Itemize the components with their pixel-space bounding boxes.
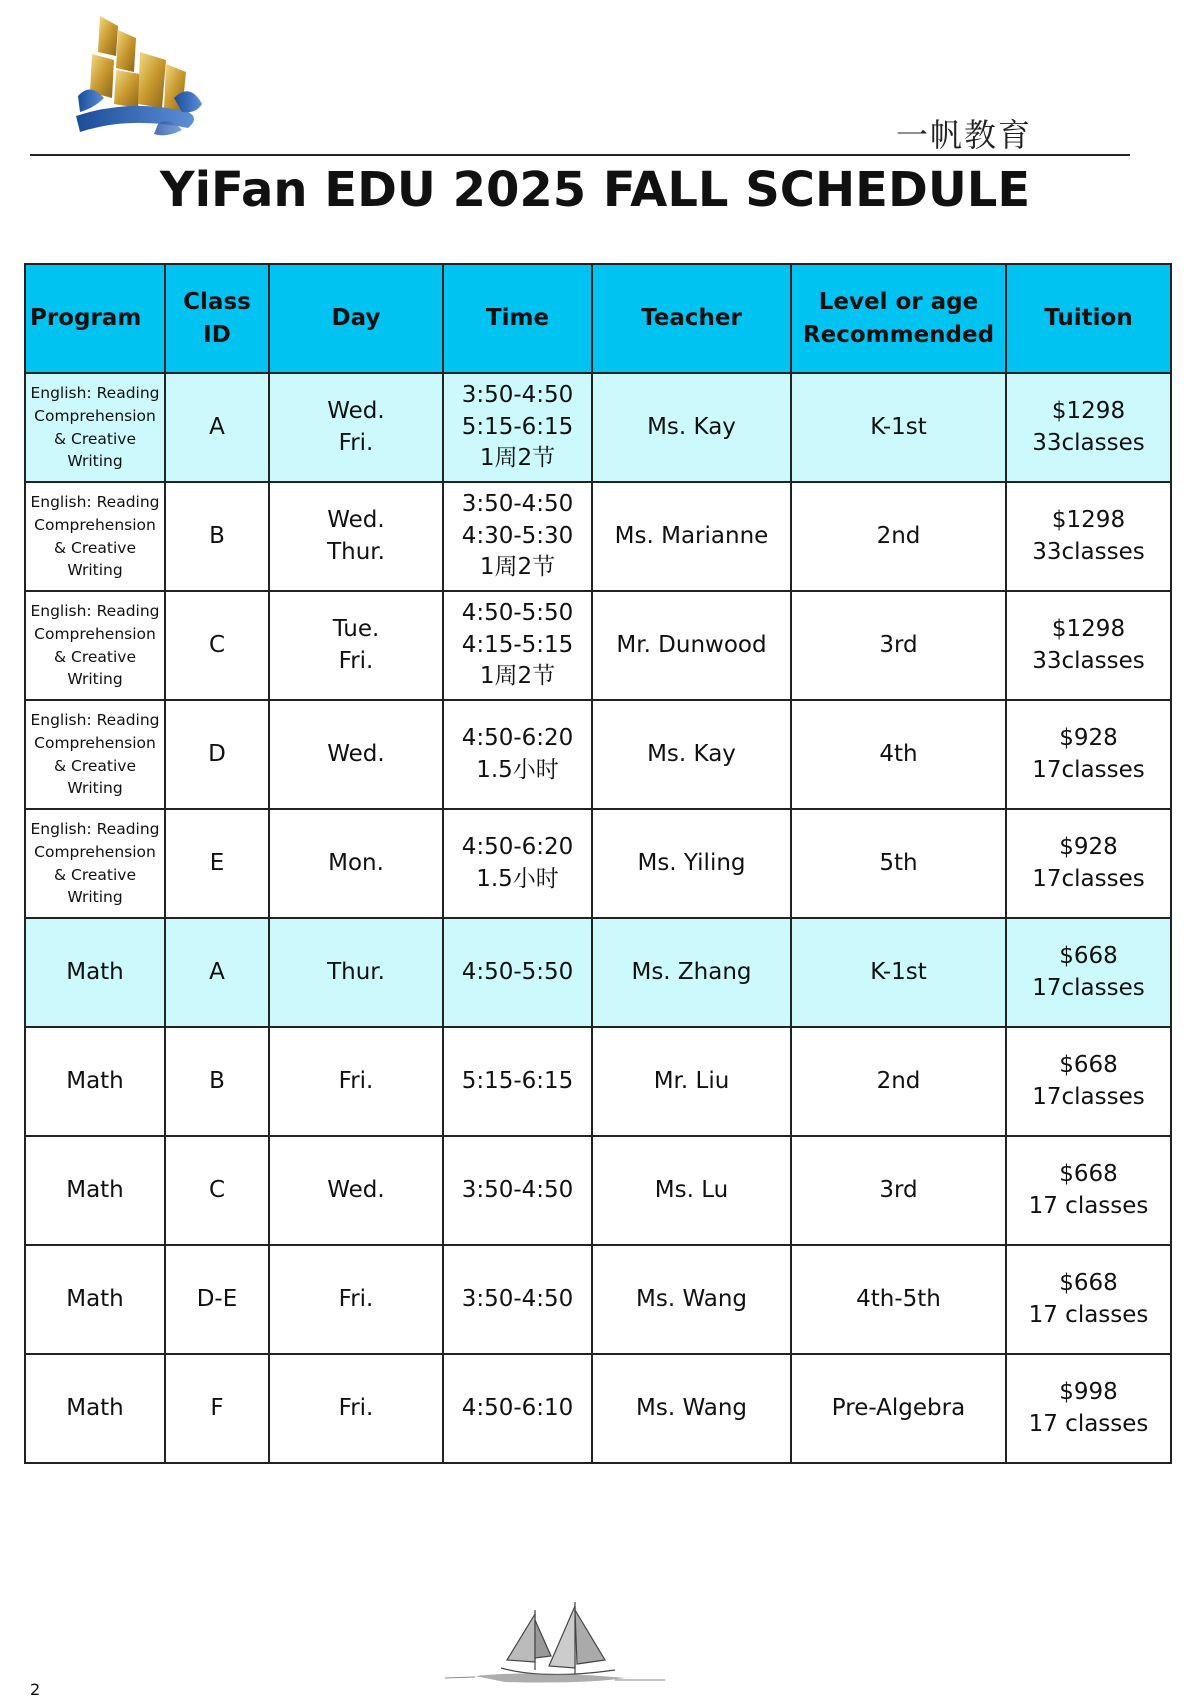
table-row [25, 918, 1171, 1027]
time-cell [443, 918, 592, 1027]
time-cell-line: 4:50-5:50 [461, 599, 574, 626]
time-cell-line: 4:30-5:30 [461, 522, 574, 549]
table-row [25, 809, 1171, 918]
table-row [25, 700, 1171, 809]
level-cell: K-1st [791, 918, 1006, 1027]
class-id-cell: F [165, 1354, 269, 1463]
program-cell-line: English: Reading [30, 601, 160, 620]
program-cell-line: Comprehension [34, 624, 156, 643]
level-cell: 5th [791, 809, 1006, 918]
program-cell [25, 1354, 165, 1463]
sailboat-sketch-icon [445, 1600, 685, 1690]
teacher-cell: Mr. Dunwood [592, 591, 791, 700]
program-cell-line: & Creative [54, 647, 136, 666]
day-cell [269, 1136, 443, 1245]
program-cell [25, 1245, 165, 1354]
class-id-cell: E [165, 809, 269, 918]
program-cell-line: Math [66, 1285, 124, 1312]
table-row [25, 482, 1171, 591]
teacher-cell: Ms. Wang [592, 1245, 791, 1354]
tuition-cell-line: 17 classes [1028, 1301, 1149, 1328]
tuition-cell [1006, 700, 1171, 809]
teacher-cell: Mr. Liu [592, 1027, 791, 1136]
program-cell-line: English: Reading [30, 383, 160, 402]
table-row [25, 1136, 1171, 1245]
time-cell-line: 4:50-6:20 [461, 724, 574, 751]
level-cell: 4th-5th [791, 1245, 1006, 1354]
program-cell [25, 373, 165, 482]
class-id-cell: C [165, 1136, 269, 1245]
header-day: Day [269, 264, 443, 373]
tuition-cell-line: 17 classes [1028, 1192, 1149, 1219]
tuition-cell-line: $668 [1059, 942, 1118, 969]
level-cell: 3rd [791, 591, 1006, 700]
teacher-cell: Ms. Kay [592, 700, 791, 809]
program-cell-line: Writing [67, 561, 123, 580]
tuition-cell-line: $668 [1059, 1269, 1118, 1296]
header-level-line: Level or age [818, 289, 979, 316]
tuition-cell-line: $928 [1059, 833, 1118, 860]
header-time: Time [443, 264, 592, 373]
day-cell [269, 1027, 443, 1136]
tuition-cell-line: 17classes [1032, 1083, 1145, 1110]
day-cell-line: Mon. [328, 849, 384, 876]
tuition-cell-line: 17 classes [1028, 1410, 1149, 1437]
level-cell: 4th [791, 700, 1006, 809]
day-cell-line: Fri. [338, 1285, 374, 1312]
tuition-cell-line: $928 [1059, 724, 1118, 751]
program-cell [25, 591, 165, 700]
time-cell-line: 4:15-5:15 [461, 631, 574, 658]
program-cell-line: English: Reading [30, 492, 160, 511]
class-id-cell: D [165, 700, 269, 809]
program-cell-line: Writing [67, 888, 123, 907]
day-cell [269, 918, 443, 1027]
header-level [791, 264, 1006, 373]
tuition-cell [1006, 1245, 1171, 1354]
day-cell-line: Thur. [327, 958, 385, 985]
time-cell-line: 4:50-6:10 [461, 1394, 574, 1421]
time-cell-line: 5:15-6:15 [461, 413, 574, 440]
day-cell [269, 700, 443, 809]
table-row [25, 1027, 1171, 1136]
day-cell [269, 373, 443, 482]
table-row [25, 1245, 1171, 1354]
day-cell [269, 809, 443, 918]
time-cell [443, 1245, 592, 1354]
class-id-cell: C [165, 591, 269, 700]
day-cell-line: Wed. [327, 506, 385, 533]
header-class-id: Class ID [165, 264, 269, 373]
time-cell [443, 482, 592, 591]
brand-chinese-name: 一帆教育 [895, 116, 1032, 154]
program-cell-line: Comprehension [34, 515, 156, 534]
program-cell-line: Comprehension [34, 733, 156, 752]
class-id-cell: D-E [165, 1245, 269, 1354]
program-cell-line: Comprehension [34, 842, 156, 861]
day-cell-line: Fri. [338, 429, 374, 456]
table-row [25, 591, 1171, 700]
header-tuition: Tuition [1006, 264, 1171, 373]
tuition-cell [1006, 918, 1171, 1027]
header-level-line: Recommended [802, 321, 995, 348]
program-cell-line: Math [66, 1067, 124, 1094]
page-title: YiFan EDU 2025 FALL SCHEDULE [159, 162, 1031, 218]
day-cell-line: Tue. [332, 615, 380, 642]
teacher-cell: Ms. Zhang [592, 918, 791, 1027]
level-cell: 2nd [791, 1027, 1006, 1136]
day-cell-line: Thur. [327, 538, 385, 565]
program-cell [25, 1027, 165, 1136]
level-cell: K-1st [791, 373, 1006, 482]
program-cell-line: Math [66, 958, 124, 985]
day-cell-line: Fri. [338, 1394, 374, 1421]
teacher-cell: Ms. Lu [592, 1136, 791, 1245]
level-cell: Pre-Algebra [791, 1354, 1006, 1463]
tuition-cell [1006, 1354, 1171, 1463]
day-cell [269, 591, 443, 700]
tuition-cell-line: $1298 [1051, 397, 1126, 424]
program-cell-line: English: Reading [30, 819, 160, 838]
time-cell-line: 3:50-4:50 [461, 1176, 574, 1203]
program-cell-line: Writing [67, 779, 123, 798]
tuition-cell-line: $668 [1059, 1160, 1118, 1187]
program-cell [25, 482, 165, 591]
day-cell-line: Wed. [327, 740, 385, 767]
program-cell [25, 918, 165, 1027]
tuition-cell-line: 17classes [1032, 756, 1145, 783]
tuition-cell [1006, 373, 1171, 482]
program-cell [25, 700, 165, 809]
program-cell-line: Writing [67, 670, 123, 689]
tuition-cell [1006, 809, 1171, 918]
day-cell [269, 482, 443, 591]
day-cell-line: Wed. [327, 1176, 385, 1203]
time-cell-line: 1.5小时 [476, 756, 559, 783]
tuition-cell-line: $1298 [1051, 615, 1126, 642]
tuition-cell [1006, 1136, 1171, 1245]
tuition-cell-line: 33classes [1032, 647, 1145, 674]
program-cell-line: & Creative [54, 538, 136, 557]
time-cell [443, 700, 592, 809]
time-cell [443, 1354, 592, 1463]
tuition-cell-line: 33classes [1032, 538, 1145, 565]
program-cell-line: & Creative [54, 865, 136, 884]
day-cell-line: Fri. [338, 647, 374, 674]
program-cell-line: Math [66, 1394, 124, 1421]
table-row [25, 373, 1171, 482]
time-cell [443, 1027, 592, 1136]
teacher-cell: Ms. Marianne [592, 482, 791, 591]
level-cell: 2nd [791, 482, 1006, 591]
tuition-cell-line: 33classes [1032, 429, 1145, 456]
teacher-cell: Ms. Wang [592, 1354, 791, 1463]
header-program: Program [25, 264, 165, 373]
program-cell-line: & Creative [54, 429, 136, 448]
time-cell-line: 1周2节 [479, 663, 556, 690]
day-cell-line: Fri. [338, 1067, 374, 1094]
header-divider [30, 154, 1130, 156]
time-cell-line: 1周2节 [479, 554, 556, 581]
program-cell-line: Math [66, 1176, 124, 1203]
program-cell-line: English: Reading [30, 710, 160, 729]
time-cell-line: 3:50-4:50 [461, 490, 574, 517]
class-id-cell: A [165, 373, 269, 482]
class-id-cell: A [165, 918, 269, 1027]
teacher-cell: Ms. Yiling [592, 809, 791, 918]
day-cell [269, 1245, 443, 1354]
time-cell [443, 809, 592, 918]
page-number: 2 [30, 1680, 41, 1699]
schedule-table [24, 263, 1172, 1464]
tuition-cell-line: 17classes [1032, 974, 1145, 1001]
time-cell-line: 3:50-4:50 [461, 1285, 574, 1312]
tuition-cell-line: $1298 [1051, 506, 1126, 533]
time-cell-line: 5:15-6:15 [461, 1067, 574, 1094]
table-header-row [25, 264, 1171, 373]
time-cell-line: 1.5小时 [476, 865, 559, 892]
time-cell-line: 4:50-5:50 [461, 958, 574, 985]
program-cell [25, 809, 165, 918]
day-cell [269, 1354, 443, 1463]
tuition-cell-line: 17classes [1032, 865, 1145, 892]
program-cell-line: Comprehension [34, 406, 156, 425]
program-cell [25, 1136, 165, 1245]
teacher-cell: Ms. Kay [592, 373, 791, 482]
day-cell-line: Wed. [327, 397, 385, 424]
time-cell [443, 1136, 592, 1245]
tuition-cell [1006, 591, 1171, 700]
tuition-cell-line: $668 [1059, 1051, 1118, 1078]
class-id-cell: B [165, 1027, 269, 1136]
schedule-body [25, 373, 1171, 1463]
class-id-cell: B [165, 482, 269, 591]
program-cell-line: Writing [67, 452, 123, 471]
time-cell [443, 373, 592, 482]
header-teacher: Teacher [592, 264, 791, 373]
tuition-cell [1006, 1027, 1171, 1136]
time-cell-line: 3:50-4:50 [461, 381, 574, 408]
time-cell [443, 591, 592, 700]
yifan-logo-icon [70, 12, 210, 142]
time-cell-line: 1周2节 [479, 445, 556, 472]
program-cell-line: & Creative [54, 756, 136, 775]
tuition-cell-line: $998 [1059, 1378, 1118, 1405]
table-row [25, 1354, 1171, 1463]
level-cell: 3rd [791, 1136, 1006, 1245]
tuition-cell [1006, 482, 1171, 591]
time-cell-line: 4:50-6:20 [461, 833, 574, 860]
